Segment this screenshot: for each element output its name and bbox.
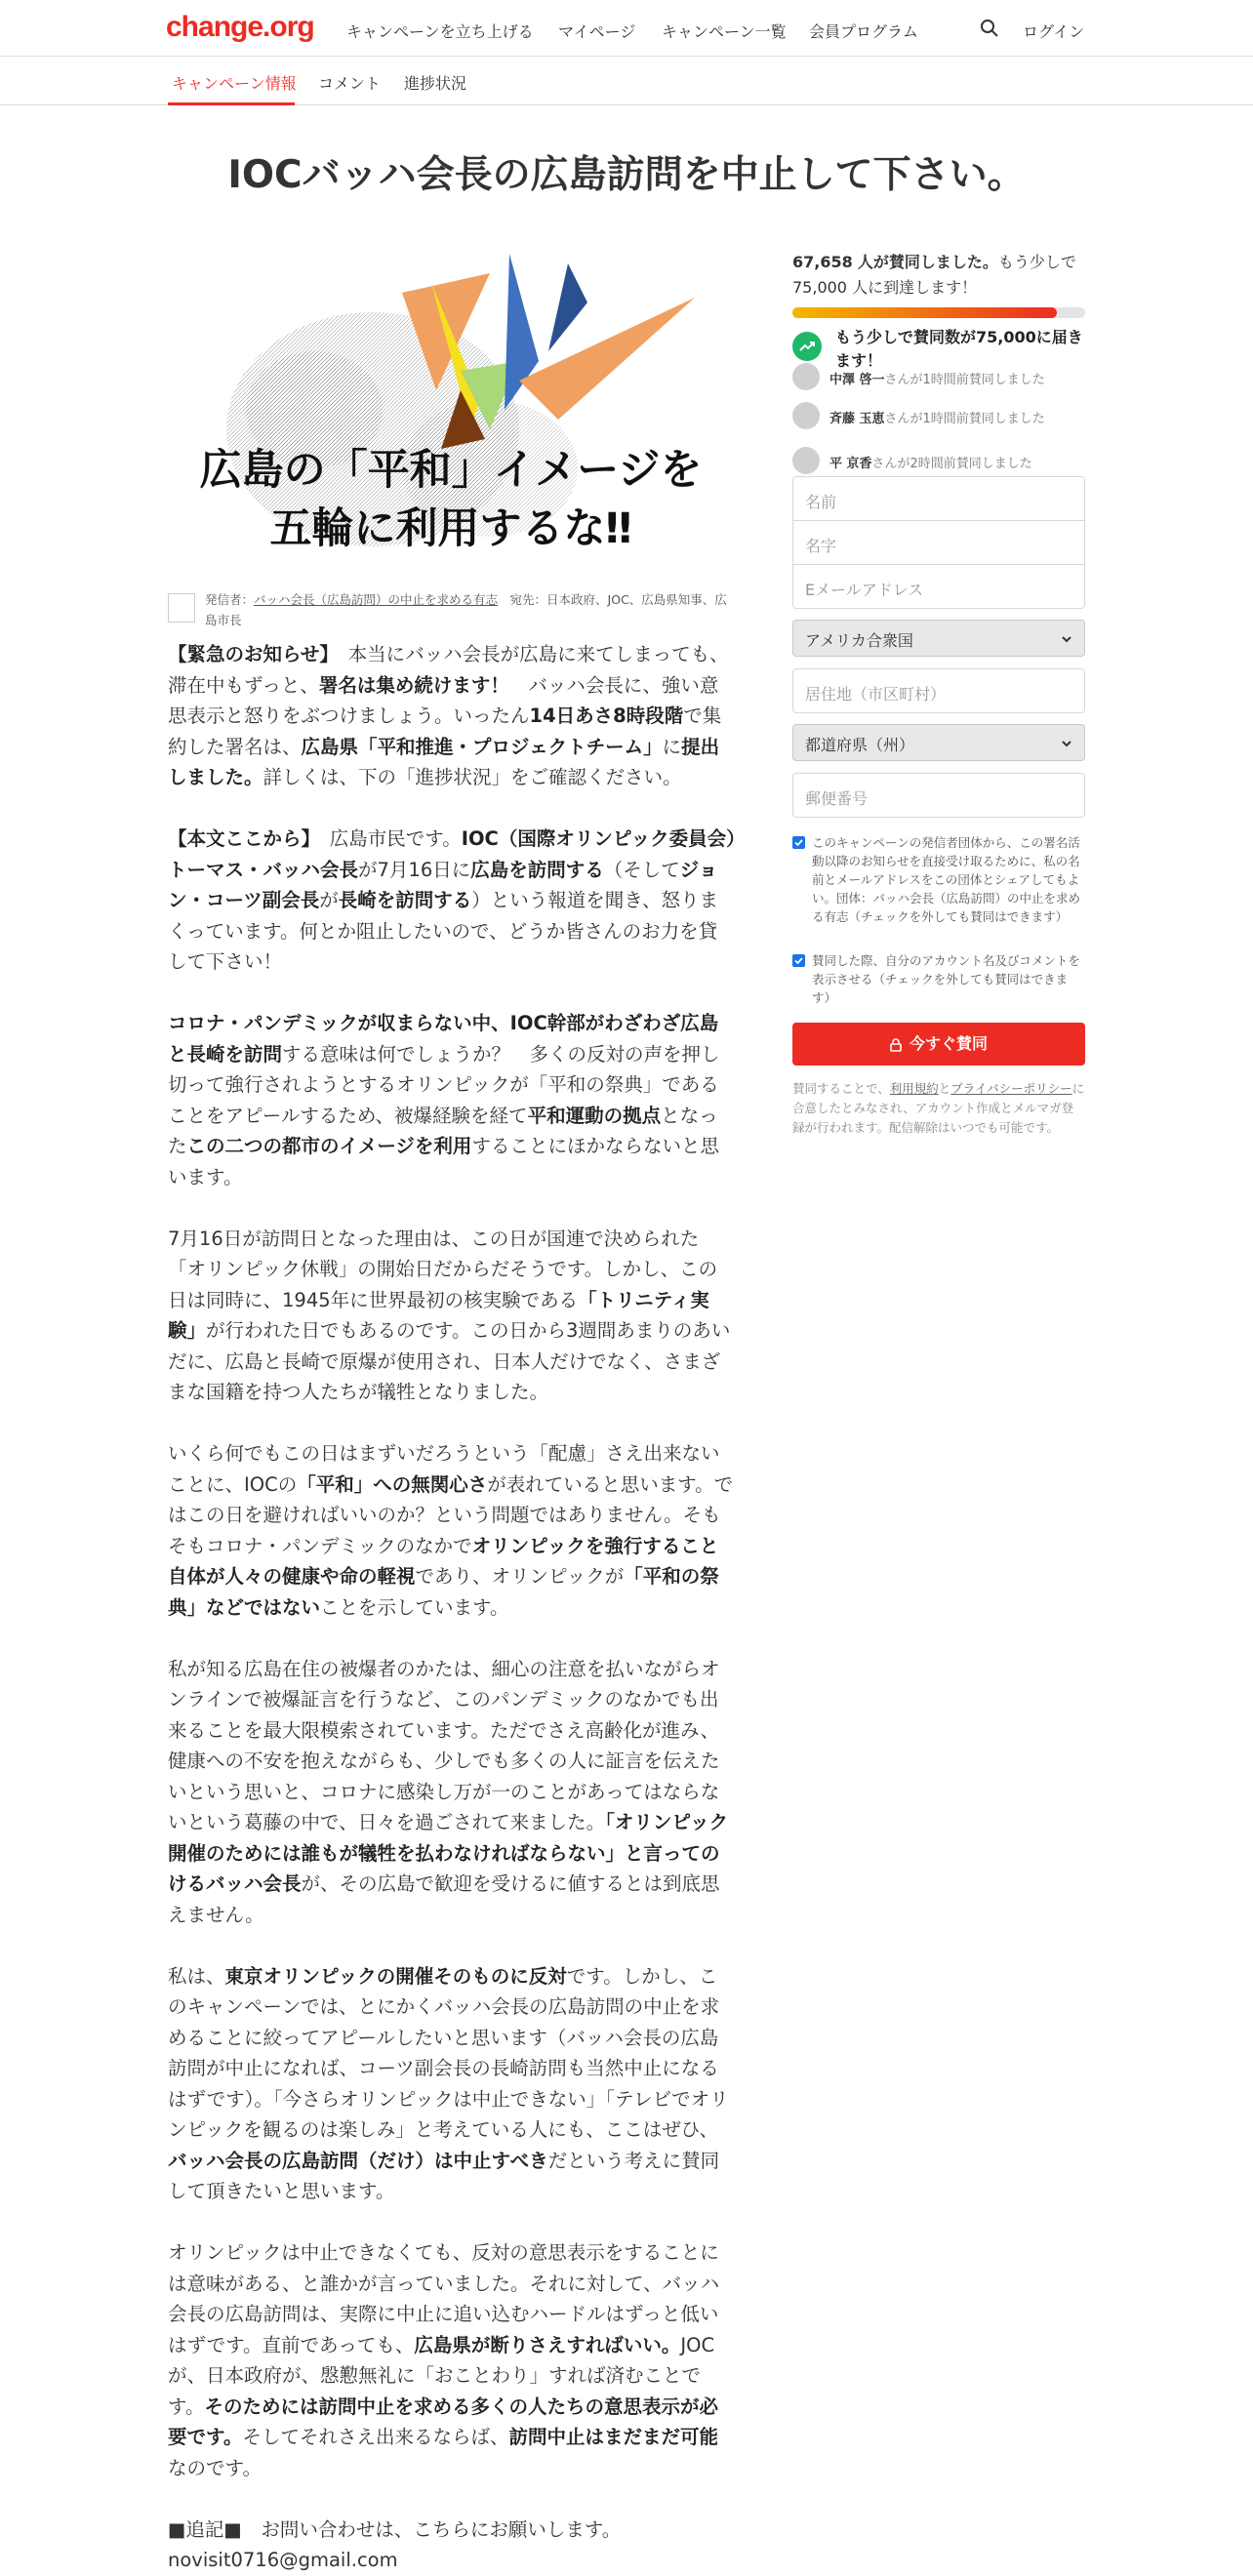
tab-campaign-info[interactable]: キャンペーン情報 <box>172 74 297 93</box>
nav-my-page[interactable]: マイページ <box>558 22 636 41</box>
paragraph: 【本文ここから】 広島市民です。IOC（国際オリンピック委員会）トーマス・バッハ会長が7月16日に広島を訪問する（そしてジョン・コーツ副会長が長崎を訪問する）という報道を聞き、怒りまくっています。何とか阻止したいので、どうか皆さんのお力を貸して下さい！ <box>168 827 736 973</box>
nav-start-campaign[interactable]: キャンペーンを立ち上げる <box>346 22 534 41</box>
sign-now-label: 今すぐ賛同 <box>909 1034 988 1053</box>
consent-share-label: このキャンペーンの発信者団体から、この署名活動以降のお知らせを直接受け取るために、私の名前とメールアドレスをこの団体とシェアしてもよい。団体：バッハ会長（広島訪問）の中止を求める有志（チェックを外しても賛同はできます） <box>812 835 1081 924</box>
paragraph: 7月16日が訪問日となった理由は、この日が国連で決められた「オリンピック休戦」の開始日だからだそうです。しかし、この日は同時に、1945年に世界最初の核実験である「トリニティ実験」が行われた日でもあるのです。この日から3週間あまりのあいだに、広島と長崎で原爆が使用され、日本人だけでなく、さまざまな国籍を持つ人たちが犠牲となりました。 <box>168 1227 731 1403</box>
sign-now-button[interactable] <box>792 1023 1085 1066</box>
avatar <box>792 363 820 390</box>
nav-campaign-list[interactable]: キャンペーン一覧 <box>662 22 787 41</box>
hero-headline-line1: 広島の「平和」イメージを <box>199 446 703 495</box>
avatar <box>792 447 820 474</box>
hero-headline-line2: 五輪に利用するな‼ <box>269 504 632 553</box>
starter-name-link[interactable]: バッハ会長（広島訪問）の中止を求める有志 <box>254 592 499 607</box>
state-select[interactable] <box>792 724 1085 761</box>
tab-progress[interactable]: 進捗状況 <box>404 74 467 93</box>
progress-fill <box>792 307 1057 318</box>
campaign-description <box>168 639 736 2576</box>
list-item: 中澤 啓一さんが1時間前賛同しました <box>792 363 1085 390</box>
avatar <box>792 402 820 429</box>
starter-prefix: 発信者： <box>205 592 255 607</box>
consent-share-checkbox[interactable] <box>792 836 805 849</box>
search-icon[interactable] <box>980 19 999 38</box>
paragraph: 私は、東京オリンピックの開催そのものに反対です。しかし、このキャンペーンでは、とにかくバッハ会長の広島訪問の中止を求めることに絞ってアピールしたいと思います（バッハ会長の広島訪問が中止になれば、コーツ副会長の長崎訪問も当然中止になるはずです）。「今さらオリンピックは中止できない」「テレビでオリンピックを観るのは楽しみ」と考えている人にも、ここはぜひ、バッハ会長の広島訪問（だけ）は中止すべきだという考えに賛同して頂きたいと思います。 <box>168 1964 729 2202</box>
top-navigation <box>0 0 1253 57</box>
page-title: IOCバッハ会長の広島訪問を中止して下さい。 <box>227 153 1026 197</box>
trending-up-icon <box>792 332 822 361</box>
login-link[interactable]: ログイン <box>1023 22 1085 41</box>
state-value: 都道府県（州） <box>805 736 915 754</box>
signature-progress-bar <box>792 307 1085 318</box>
lock-icon <box>890 1038 902 1052</box>
recent-signers[interactable] <box>792 373 1085 471</box>
last-name-input[interactable]: 名字 <box>792 520 1085 565</box>
paragraph: 【緊急のお知らせ】 本当にバッハ会長が広島に来てしまっても、滞在中もずっと、署名は集め続けます！ バッハ会長に、強い意思表示と怒りをぶつけましょう。いったん14日あさ8時段階で集約した署名は、広島県「平和推進・プロジェクトチーム」に提出しました。詳しくは、下の「進捗状況」をご確認ください。 <box>168 643 729 788</box>
city-input[interactable]: 居住地（市区町村） <box>792 668 1085 713</box>
starter-avatar <box>168 593 195 623</box>
campaign-image <box>168 244 734 568</box>
paragraph: オリンピックは中止できなくても、反対の意思表示をすることには意味がある、と誰かが言っていました。それに対して、バッハ会長の広島訪問は、実際に中止に追い込むハードルはずっと低いはずです。直前であっても、広島県が断りさえすればいい。JOCが、日本政府が、慇懃無礼に「おことわり」すれば済むことです。そのためには訪問中止を求める多くの人たちの意思表示が必要です。そしてそれさえ出来るならば、訪問中止はまだまだ可能なのです。 <box>168 2241 720 2479</box>
campaign-starter <box>205 589 732 630</box>
paragraph: コロナ・パンデミックが収まらない中、IOC幹部がわざわざ広島と長崎を訪問する意味は何でしょうか？ 多くの反対の声を押し切って強行されようとするオリンピックが「平和の祭典」であることをアピールするため、被爆経験を経て平和運動の拠点となったこの二つの都市のイメージを利用することにほかならないと思います。 <box>168 1012 720 1188</box>
list-item: 平 京香さんが2時間前賛同しました <box>792 447 1085 474</box>
chevron-down-icon <box>1061 738 1072 749</box>
paragraph: ■追記■ お問い合わせは、こちらにお願いします。 novisit0716@gmail.com <box>168 2517 622 2571</box>
nav-membership[interactable]: 会員プログラム <box>809 22 918 41</box>
consent-display-checkbox[interactable] <box>792 954 805 967</box>
terms-link[interactable]: 利用規約 <box>889 1081 939 1096</box>
goal-message: もう少しで賛同数が75,000に届きます！ <box>835 328 1083 370</box>
email-input[interactable]: Eメールアドレス <box>792 564 1085 609</box>
country-select[interactable] <box>792 620 1085 657</box>
recipients: 宛先：日本政府、JOC、広島県知事、広島市長 <box>205 592 727 627</box>
chevron-down-icon <box>1061 633 1072 645</box>
first-name-input[interactable]: 名前 <box>792 476 1085 521</box>
tab-comments[interactable]: コメント <box>318 74 382 93</box>
country-value: アメリカ合衆国 <box>805 631 913 650</box>
privacy-link[interactable]: プライバシーポリシー <box>950 1081 1072 1096</box>
paragraph: 私が知る広島在住の被爆者のかたは、細心の注意を払いながらオンラインで被爆証言を行うなど、このパンデミックのなかでも出来ることを最大限模索されています。ただでさえ高齢化が進み、健康への不安を抱えながらも、少しでも多くの人に証言を伝えたいという思いと、コロナに感染し万が一のことがあってはならないという葛藤の中で、日々を過ごされて来ました。「オリンピック開催のためには誰もが犠牲を払わなければならない」と言ってのけるバッハ会長が、その広島で歓迎を受けるに値するとは到底思えません。 <box>168 1657 729 1926</box>
active-tab-indicator <box>168 102 295 105</box>
campaign-tabs <box>0 57 1253 105</box>
legal-notice: 賛同することで、利用規約とプライバシーポリシーに合意したとみなされ、アカウント作成とメルマガ登録が行われます。配信解除はいつでも可能です。 <box>792 1081 1085 1135</box>
consent-display-label: 賛同した際、自分のアカウント名及びコメントを表示させる（チェックを外しても賛同はできます） <box>812 953 1080 1005</box>
list-item: 斉藤 玉恵さんが1時間前賛同しました <box>792 402 1085 429</box>
signature-count: 67,658 人が賛同しました。もう少しで75,000 人に到達します！ <box>792 253 1076 297</box>
change-org-logo[interactable]: change.org <box>166 11 314 43</box>
zip-input[interactable]: 郵便番号 <box>792 773 1085 818</box>
paragraph: いくら何でもこの日はまずいだろうという「配慮」さえ出来ないことに、IOCの「平和」への無関心さが表れていると思います。ではこの日を避ければいいのか？という問題ではありません。そもそもコロナ・パンデミックのなかでオリンピックを強行すること自体が人々の健康や命の軽視であり、オリンピックが「平和の祭典」などではないことを示しています。 <box>168 1442 734 1619</box>
contact-email[interactable]: novisit0716@gmail.com <box>168 2549 398 2571</box>
